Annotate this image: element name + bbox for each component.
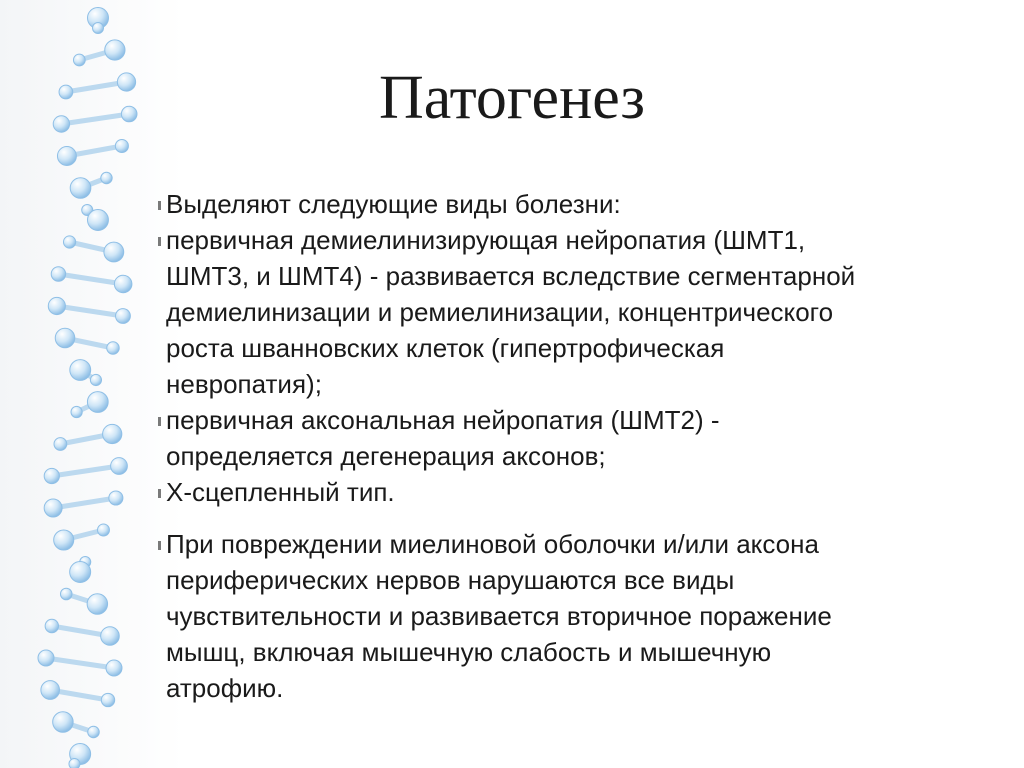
dna-bead xyxy=(41,681,60,700)
dna-bead xyxy=(38,650,54,666)
dna-bead xyxy=(54,530,74,550)
bullet-marker-icon xyxy=(158,541,161,550)
dna-bead xyxy=(70,562,91,583)
slide-body xyxy=(166,186,1006,706)
dna-bead xyxy=(55,328,75,348)
dna-rung xyxy=(53,498,116,508)
bullet-continuation xyxy=(166,258,1006,294)
dna-bead xyxy=(45,619,58,632)
dna-bead xyxy=(51,267,65,281)
dna-rung xyxy=(58,274,123,284)
bullet-continuation xyxy=(166,438,1006,474)
bullet-list-pathogenesis xyxy=(166,526,1006,706)
bullet-marker-icon xyxy=(158,237,161,246)
bullet-text: периферических нервов нарушаются все виды xyxy=(166,565,735,595)
bullet-text: чувствительности и развивается вторичное поражение xyxy=(166,601,832,631)
bullet-text: роста шванновских клеток (гипертрофическая xyxy=(166,333,725,363)
slide-title: Патогенез xyxy=(378,64,646,132)
bullet-text: X-сцепленный тип. xyxy=(166,477,395,507)
dna-bead xyxy=(101,627,120,646)
dna-bead xyxy=(60,588,72,600)
dna-bead xyxy=(116,309,131,324)
bullet-text: невропатия); xyxy=(166,369,322,399)
bullet-continuation xyxy=(166,670,1006,706)
dna-rung xyxy=(46,658,114,668)
bullet-text: При повреждении миелиновой оболочки и/или аксона xyxy=(166,529,819,559)
bullet-marker-icon xyxy=(158,201,161,210)
dna-rung xyxy=(52,466,119,476)
dna-bead xyxy=(101,172,112,183)
dna-bead xyxy=(69,758,80,768)
dna-bead xyxy=(63,236,75,248)
dna-bead xyxy=(98,524,110,536)
bullet-marker-icon xyxy=(158,417,161,426)
dna-bead xyxy=(71,406,82,417)
dna-bead xyxy=(107,342,119,354)
dna-bead xyxy=(53,712,73,732)
dna-bead xyxy=(109,491,123,505)
dna-bead xyxy=(88,726,100,738)
bullet-item xyxy=(166,402,1006,438)
bullet-continuation xyxy=(166,562,1006,598)
bullet-text: мышц, включая мышечную слабость и мышечную xyxy=(166,637,772,667)
bullet-text: первичная аксональная нейропатия (ШМТ2) - xyxy=(166,405,720,435)
dna-bead xyxy=(115,139,128,152)
bullet-text: атрофию. xyxy=(166,673,284,703)
bullet-item xyxy=(166,222,1006,258)
bullet-continuation xyxy=(166,634,1006,670)
dna-bead xyxy=(70,360,91,381)
dna-bead xyxy=(44,468,59,483)
bullet-marker-icon xyxy=(158,489,161,498)
paragraph-gap xyxy=(166,510,1006,526)
dna-bead xyxy=(54,438,67,451)
dna-rung xyxy=(57,306,123,316)
bullet-continuation xyxy=(166,366,1006,402)
dna-bead xyxy=(106,660,122,676)
dna-bead xyxy=(87,594,107,614)
dna-bead xyxy=(90,374,101,385)
bullet-continuation xyxy=(166,294,1006,330)
bullet-item xyxy=(166,474,1006,510)
bullet-item xyxy=(166,186,1006,222)
bullet-text: первичная демиелинизирующая нейропатия (ШМТ1, xyxy=(166,225,806,255)
dna-bead xyxy=(57,147,76,166)
dna-bead xyxy=(114,275,132,293)
bullet-continuation xyxy=(166,330,1006,366)
bullet-text: ШМТ3, и ШМТ4) - развивается вследствие сегментарной xyxy=(166,261,856,291)
bullet-text: Выделяют следующие виды болезни: xyxy=(166,189,621,219)
bullet-list-disease-types xyxy=(166,186,1006,510)
bullet-text: демиелинизации и ремиелинизации, концентрического xyxy=(166,297,834,327)
dna-bead xyxy=(93,23,104,34)
dna-bead xyxy=(104,242,124,262)
dna-bead xyxy=(111,458,128,475)
dna-bead xyxy=(87,392,108,413)
dna-bead xyxy=(48,297,65,314)
dna-bead xyxy=(70,178,91,199)
bullet-item xyxy=(166,526,1006,562)
dna-bead xyxy=(87,210,108,231)
dna-bead xyxy=(103,424,122,443)
dna-bead xyxy=(101,693,114,706)
bullet-text: определяется дегенерация аксонов; xyxy=(166,441,606,471)
bullet-continuation xyxy=(166,598,1006,634)
dna-bead xyxy=(44,499,62,517)
